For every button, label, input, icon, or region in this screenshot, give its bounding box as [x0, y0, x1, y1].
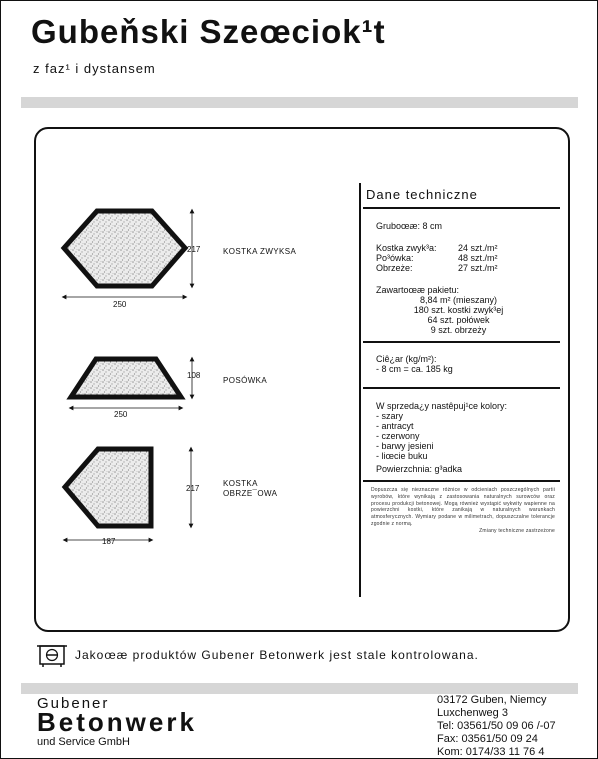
spec-thickness: Gruboœæ: 8 cm: [376, 221, 443, 231]
hexagon-shape: [64, 211, 185, 286]
hexagon-width-label: 250: [113, 300, 127, 309]
technical-data: [361, 183, 561, 535]
edge-piece-name: [223, 479, 277, 499]
spec-dimensions: [361, 209, 561, 341]
hexagon-height-label: 217: [187, 245, 201, 254]
edge-piece-height-label: 217: [186, 484, 200, 493]
edge-piece-name-line-2: OBRZE¯OWA: [223, 489, 278, 498]
contact-city: 03172 Guben, Niemcy: [437, 694, 547, 706]
edge-piece-shape: [65, 449, 151, 526]
spec-colors: W sprzeda¿y nastêpuj¹ce kolory: - szary - antracyt - czerwony - barwy jesieni - liœcie buku Powierzchnia: g³adka: [361, 389, 561, 480]
half-hexagon-width-label: 250: [114, 410, 128, 419]
spec-count-row: Po³ówka: 48 szt./m²: [376, 253, 498, 263]
spec-pallet-lines: 8,84 m² (mieszany) 180 szt. kostki zwyk³ej 64 szt. połówek 9 szt. obrzeży: [413, 295, 504, 335]
quality-seal-icon: [37, 643, 67, 667]
spec-fine-print: Dopuszcza się nieznaczne różnice w odcieniach poszczególnych partii wyrobów, które wynikają z zastosowania naturalnych surowców oraz procesu produkcji betonowej. Mogą również wystąpić wykwity wapienne na powierzchni kostki, które zanikają w naturalnych warunkach atmosferycznych. Wymiary podane w milimetrach, dopuszczalne tolerancje zgodnie z normą. Zmiany techniczne zastrzeżone: [371, 487, 555, 534]
contact-phone: Tel: 03561/50 09 06 /-07: [437, 720, 556, 732]
technical-data-heading: Dane techniczne: [366, 187, 478, 202]
contact-block: [437, 694, 556, 759]
edge-piece-name-line-1: KOSTKA: [223, 479, 258, 488]
contact-fax: Fax: 03561/50 09 24: [437, 733, 538, 745]
half-hexagon-shape: [71, 359, 181, 397]
product-panel: [34, 127, 570, 632]
brand-name-small: Gubener: [37, 695, 110, 712]
brand-subline: und Service GmbH: [37, 736, 130, 748]
contact-mobile: Kom: 0174/33 11 76 4: [437, 746, 545, 758]
quality-note: [37, 643, 479, 667]
quality-text: Jakoœæ produktów Gubener Betonwerk jest stale kontrolowana.: [75, 648, 479, 662]
page-title: Gubeňski Szeœciok¹t: [31, 13, 386, 50]
spec-count-row: Obrzeże: 27 szt./m²: [376, 263, 498, 273]
bottom-band: [21, 683, 578, 694]
edge-piece-width-label: 187: [102, 537, 116, 546]
hexagon-name: KOSTKA ZWYKSA: [223, 247, 297, 256]
half-hexagon-height-label: 108: [187, 371, 201, 380]
spec-pallet-label: Zawartoœæ pakietu:: [376, 285, 460, 295]
brand-name-large: Betonwerk: [37, 707, 197, 737]
spec-count-row: Kostka zwyk³a: 24 szt./m²: [376, 243, 498, 253]
spec-surface: Powierzchnia: g³adka: [376, 464, 463, 474]
contact-street: Luxchenweg 3: [437, 707, 508, 719]
spec-weight: Ciê¿ar (kg/m²): - 8 cm = ca. 185 kg: [376, 354, 453, 374]
top-band: [21, 97, 578, 108]
half-hexagon-name: POSÓWKA: [223, 376, 268, 385]
page-subtitle: z faz¹ i dystansem: [33, 61, 156, 76]
